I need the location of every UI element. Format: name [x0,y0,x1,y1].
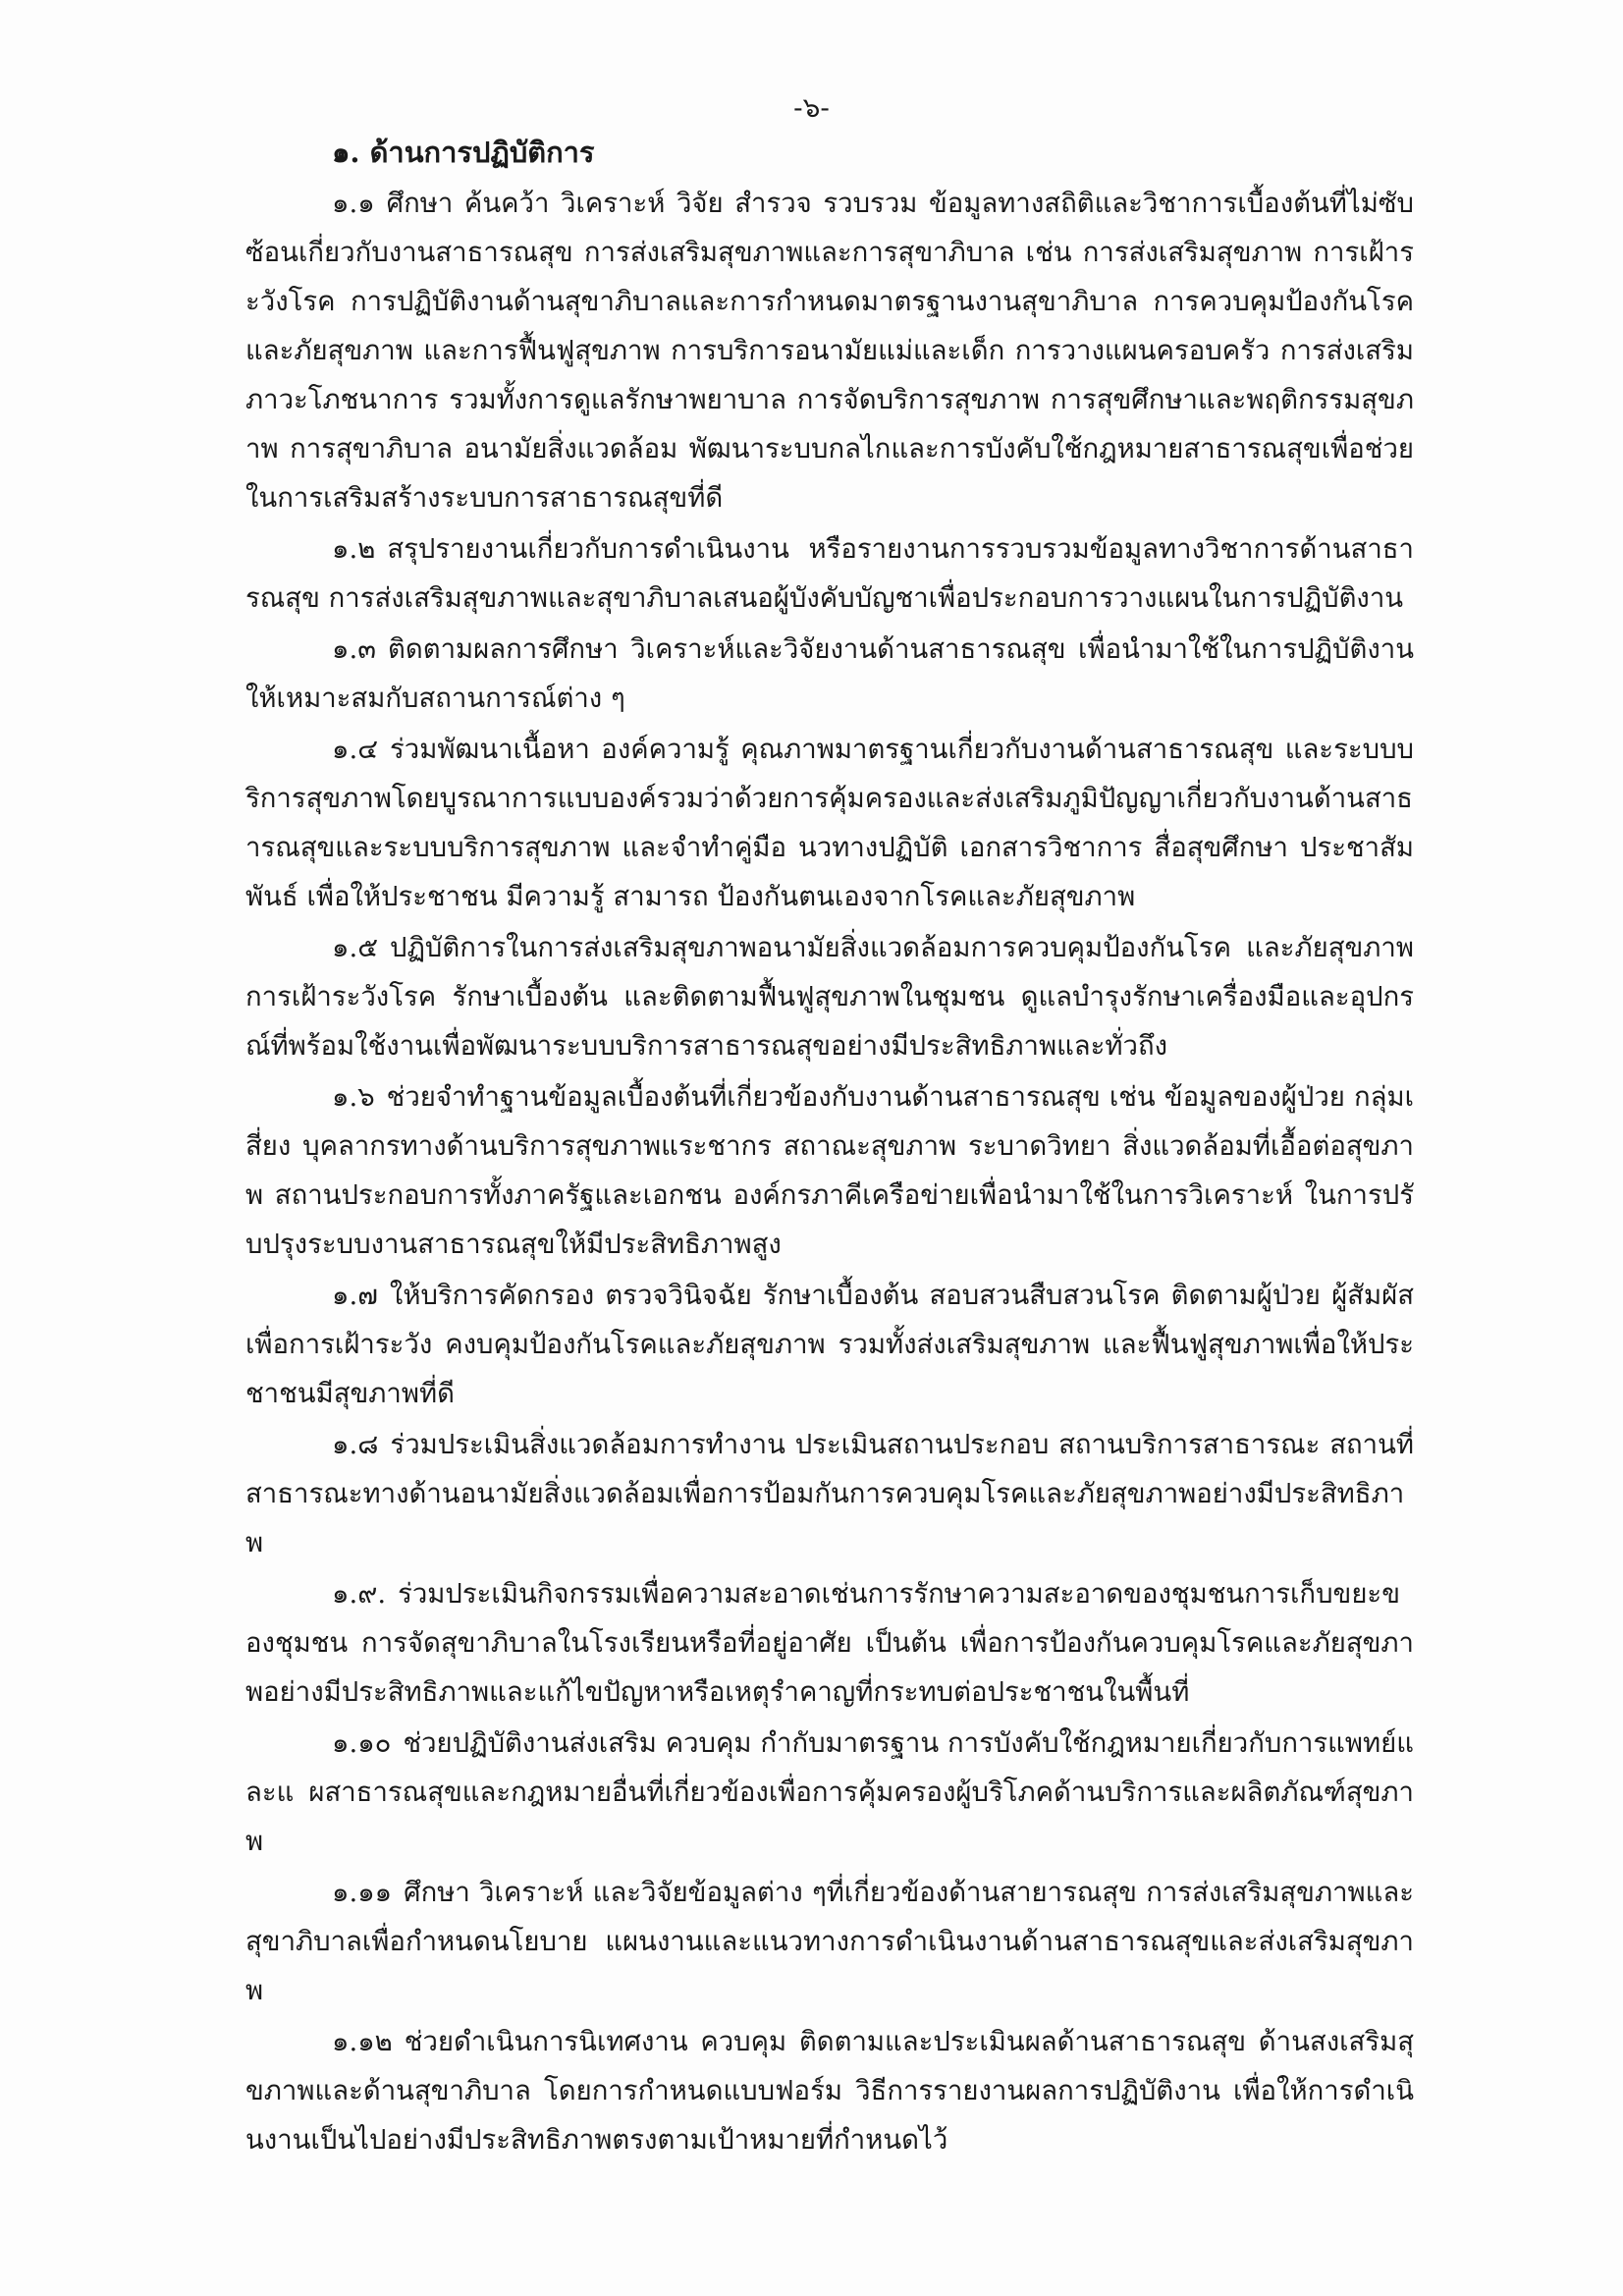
paragraph [245,179,1414,522]
item-text: ศึกษา ค้นคว้า วิเคราะห์ วิจัย สำรวจ รวบรวม ข้อมูลทางสถิติและวิชาการเบื้องต้นที่ไม่ซับซ้อนเกี่ยวกับงานสาธารณสุข การส่งเสริมสุขภาพและการสุขาภิบาล เช่น การส่งเสริมสุขภาพ การเฝ้าระวังโรค การปฏิบัติงานด้านสุขาภิบาลและการกำหนดมาตรฐานงานสุขาภิบาล การควบคุมป้องกันโรคและภัยสุขภาพ และการฟื้นฟูสุขภาพ การบริการอนามัยแม่และเด็ก การวางแผนครอบครัว การส่งเสริมภาวะโภชนาการ รวมทั้งการดูแลรักษาพยาบาล การจัดบริการสุขภาพ การสุขศึกษาและพฤติกรรมสุขภาพ การสุขาภิบาล อนามัยสิ่งแวดล้อม พัฒนาระบบกลไกและการบังคับใช้กฎหมายสาธารณสุขเพื่อช่วยในการเสริมสร้างระบบการสาธารณสุขที่ดี [245,188,1414,514]
section-heading: ๑. ด้านการปฏิบัติการ [332,136,595,169]
list-item [245,1868,1414,2015]
item-number: ๑.๘ [332,1429,379,1460]
paragraph [245,1271,1414,1418]
paragraph [245,524,1414,623]
item-number: ๑.๓ [332,633,376,665]
paragraph [245,1072,1414,1269]
item-number: ๑.๑๒ [332,2026,393,2057]
paragraph [245,625,1414,723]
list-item [245,625,1414,723]
item-number: ๑.๑ [332,188,375,219]
paragraph [245,1719,1414,1866]
list-item [245,179,1414,522]
item-text: ช่วยดำเนินการนิเทศงาน ควบคุม ติดตามและประเมินผลด้านสาธารณสุข ด้านสงเสริมสุขภาพและด้านสุขาภิบาล โดยการกำหนดแบบฟอร์ม วิธีการรายงานผลการปฏิบัติงาน เพื่อให้การดำเนินงานเป็นไปอย่างมีประสิทธิภาพตรงตามเป้าหมายที่กำหนดไว้ [245,2026,1414,2156]
paragraph [245,2017,1414,2164]
item-number: ๑.๗ [332,1280,378,1311]
paragraph [245,1868,1414,2015]
paragraph [245,1420,1414,1567]
item-text: ช่วยปฏิบัติงานส่งเสริม ควบคุม กำกับมาตรฐาน การบังคับใช้กฎหมายเกี่ยวกับการแพทย์และแ ผสาธารณสุขและกฎหมายอื่นที่เกี่ยวข้องเพื่อการคุ้มครองผู้บริโภคด้านบริการและผลิตภัณฑ์สุขภาพ [245,1727,1414,1857]
item-text: ร่วมประเมินสิ่งแวดล้อมการทำงาน ประเมินสถานประกอบ สถานบริการสาธารณะ สถานที่สาธารณะทางด้านอนามัยสิ่งแวดล้อมเพื่อการป้อมกันการควบคุมโรคและภัยสุขภาพอย่างมีประสิทธิภาพ [245,1429,1414,1558]
item-number: ๑.๕ [332,932,379,963]
list-item [245,1271,1414,1418]
item-text: ติดตามผลการศึกษา วิเคราะห์และวิจัยงานด้านสาธารณสุข เพื่อนำมาใช้ในการปฏิบัติงานให้เหมาะสมกับสถานการณ์ต่าง ๆ [245,633,1414,714]
item-number: ๑.๑๐ [332,1727,392,1759]
item-text: ปฏิบัติการในการส่งเสริมสุขภาพอนามัยสิ่งแวดล้อมการควบคุมป้องกันโรค และภัยสุขภาพ การเฝ้าระวังโรค รักษาเบื้องต้น และติดตามฟื้นฟูสุขภาพในชุมชน ดูแลบำรุงรักษาเครื่องมือและอุปกรณ์ที่พร้อมใช้งานเพื่อพัฒนาระบบบริการสาธารณสุขอย่างมีประสิทธิภาพและทั่วถึง [245,932,1414,1062]
item-number: ๑.๙. [332,1578,387,1610]
list-item [245,2017,1414,2164]
list-item [245,1569,1414,1717]
item-number: ๑.๔ [332,734,379,765]
item-number: ๑.๑๑ [332,1877,393,1908]
list-item [245,1420,1414,1567]
list-item [245,1072,1414,1269]
paragraph [245,1569,1414,1717]
item-number: ๑.๖ [332,1081,375,1113]
item-text: ร่วมพัฒนาเนื้อหา องค์ความรู้ คุณภาพมาตรฐานเกี่ยวกับงานด้านสาธารณสุข และระบบบริการสุขภาพโดยบูรณาการแบบองค์รวมว่าด้วยการคุ้มครองและส่งเสริมภูมิปัญญาเกี่ยวกับงานด้านสาธารณสุขและระบบบริการสุขภาพ และจำทำคู่มือ นวทางปฏิบัติ เอกสารวิชาการ สื่อสุขศึกษา ประชาสัมพันธ์ เพื่อให้ประชาชน มีความรู้ สามารถ ป้องกันตนเองจากโรคและภัยสุขภาพ [245,734,1414,912]
paragraph [245,923,1414,1070]
item-text: ร่วมประเมินกิจกรรมเพื่อความสะอาดเช่นการรักษาความสะอาดของชุมชนการเก็บขยะของชุมชน การจัดสุขาภิบาลในโรงเรียนหรือที่อยู่อาศัย เป็นต้น เพื่อการป้องกันควบคุมโรคและภัยสุขภาพอย่างมีประสิทธิภาพและแก้ไขปัญหาหรือเหตุรำคาญที่กระทบต่อประชาชนในพื้นที่ [245,1578,1414,1708]
document-body [245,128,1414,2166]
list-item [245,1719,1414,1866]
list-item [245,725,1414,921]
list-item [245,923,1414,1070]
item-text: ศึกษา วิเคราะห์ และวิจัยข้อมูลต่าง ๆที่เกี่ยวข้องด้านสายารณสุข การส่งเสริมสุขภาพและสุขาภิบาลเพื่อกำหนดนโยบาย แผนงานและแนวทางการดำเนินงานด้านสาธารณสุขและส่งเสริมสุขภาพ [245,1877,1414,2006]
item-number: ๑.๒ [332,533,376,565]
item-text: ให้บริการคัดกรอง ตรวจวินิจฉัย รักษาเบื้องต้น สอบสวนสืบสวนโรค ติดตามผู้ป่วย ผู้สัมผัส เพื่อการเฝ้าระวัง คงบคุมป้องกันโรคและภัยสุขภาพ รวมทั้งส่งเสริมสุขภาพ และฟื้นฟูสุขภาพเพื่อให้ประชาชนมีสุขภาพที่ดี [245,1280,1414,1409]
paragraph [245,725,1414,921]
list-item [245,524,1414,623]
item-text: ช่วยจำทำฐานข้อมูลเบื้องต้นที่เกี่ยวข้องกับงานด้านสาธารณสุข เช่น ข้อมูลของผู้ป่วย กลุ่มเสี่ยง บุคลากรทางด้านบริการสุขภาพแระชากร สถาณะสุขภาพ ระบาดวิทยา สิ่งแวดล้อมที่เอื้อต่อสุขภาพ สถานประกอบการทั้งภาครัฐและเอกชน องค์กรภาคีเครือข่ายเพื่อนำมาใช้ในการวิเคราะห์ ในการปรับปรุงระบบงานสาธารณสุขให้มีประสิทธิภาพสูง [245,1081,1414,1260]
item-text: สรุปรายงานเกี่ยวกับการดำเนินงาน หรือรายงานการรวบรวมข้อมูลทางวิชาการด้านสาธารณสุข การส่งเสริมสุขภาพและสุขาภิบาลเสนอผู้บังคับบัญชาเพื่อประกอบการวางแผนในการปฏิบัติงาน [245,533,1414,614]
page-number: -๖- [793,91,830,124]
